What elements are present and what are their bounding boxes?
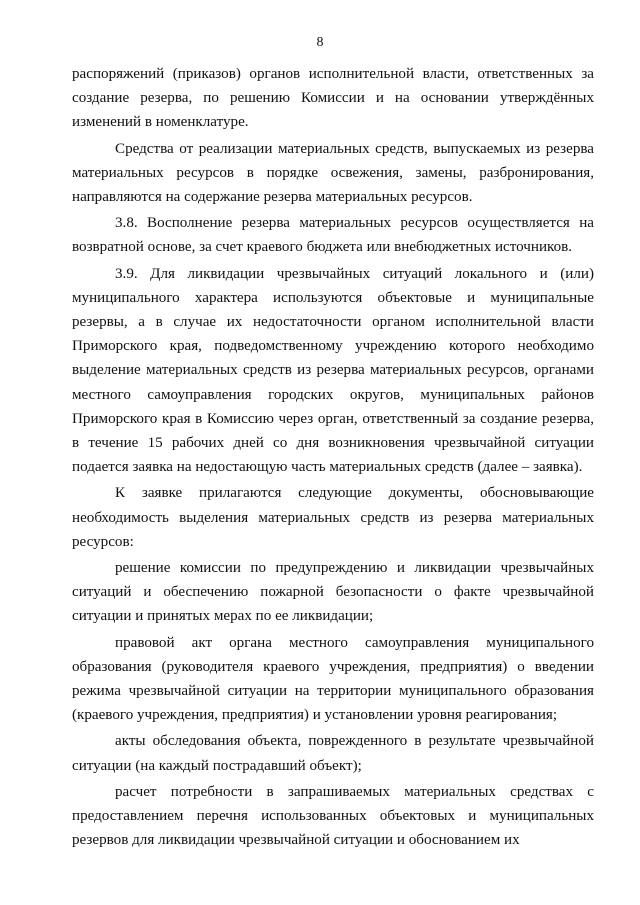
paragraph-3-9: 3.9. Для ликвидации чрезвычайных ситуаций локального и (или) муниципального характера используются объектовые и муниципальные резервы, а в случае их недостаточности органом исполнительной власти Приморского края, подведомственному учреждению которого необходимо выделение материальных средств из резерва материальных ресурсов, органами местного самоуправления городских округов, муниципальных районов Приморского края в Комиссию через орган, ответственный за создание резерва, в течение 15 рабочих дней со дня возникновения чрезвычайной ситуации подается заявка на недостающую часть материальных средств (далее – заявка). (72, 265, 594, 476)
list-item-inspection-acts: акты обследования объекта, поврежденного в результате чрезвычайной ситуации (на каждый пострадавший объект); (72, 733, 594, 774)
list-item-legal-act: правовой акт органа местного самоуправления муниципального образования (руководителя краевого учреждения, предприятия) о введении режима чрезвычайной ситуации на территории муниципального образования (краевого учреждения, предприятия) и установлении уровня реагирования; (72, 634, 594, 724)
paragraph-3-8: 3.8. Восполнение резерва материальных ресурсов осуществляется на возвратной основе, за счет краевого бюджета или внебюджетных источников. (72, 215, 594, 256)
list-item-commission-decision: решение комиссии по предупреждению и ликвидации чрезвычайных ситуаций и обеспечению пожарной безопасности о факте чрезвычайной ситуации и принятых мерах по ее ликвидации; (72, 560, 594, 625)
paragraph-continuation: распоряжений (приказов) органов исполнительной власти, ответственных за создание резерва, по решению Комиссии и на основании утверждённых изменений в номенклатуре. (72, 66, 594, 131)
list-item-needs-calculation: расчет потребности в запрашиваемых материальных средствах с предоставлением перечня использованных объектовых и муниципальных резервов для ликвидации чрезвычайной ситуации и обоснованием их (72, 783, 594, 849)
page-number: 8 (316, 35, 324, 50)
page-body-text (72, 62, 594, 853)
paragraph-attached-documents: К заявке прилагаются следующие документы, обосновывающие необходимость выделения материальных средств из резерва материальных ресурсов: (72, 485, 594, 550)
paragraph-funds-from-sale: Средства от реализации материальных средств, выпускаемых из резерва материальных ресурсов в порядке освежения, замены, разбронирования, направляются на содержание резерва материальных ресурсов. (72, 140, 594, 206)
